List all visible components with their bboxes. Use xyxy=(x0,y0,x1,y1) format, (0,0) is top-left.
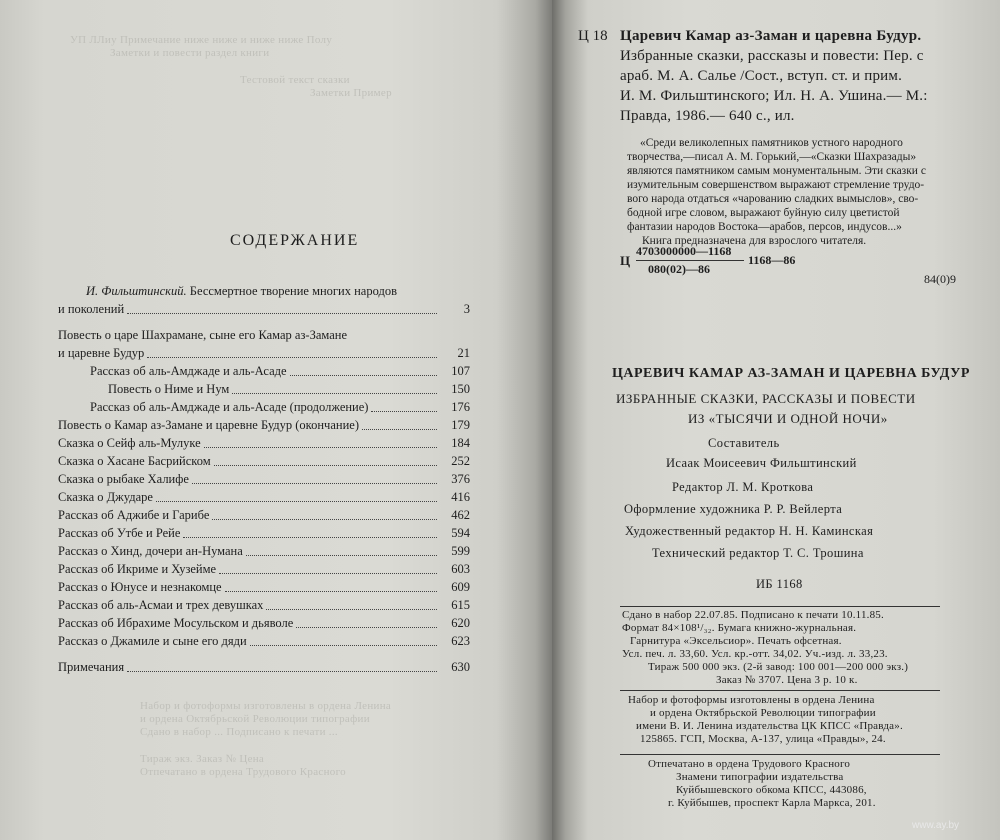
toc-entry[interactable] xyxy=(58,596,470,614)
annotation-line: творчества,—писал А. М. Горький,—«Сказки Шахразады» xyxy=(627,151,917,163)
toc-entry-title: Рассказ об аль-Асмаи и трех девушках xyxy=(58,598,264,612)
toc-entry-title: Сказка о Джударе xyxy=(58,490,153,504)
toc-entry-page: 184 xyxy=(451,436,470,450)
toc-entry-page: 416 xyxy=(451,490,470,504)
toc-entry[interactable] xyxy=(58,506,470,524)
table-of-contents xyxy=(58,282,470,676)
dot-leader xyxy=(204,447,437,448)
toc-entry-page: 252 xyxy=(451,454,470,468)
credit-line: Исаак Моисеевич Фильштинский xyxy=(666,456,857,470)
imprint-line: Знамени типографии издательства xyxy=(676,771,844,783)
toc-entry-page: 615 xyxy=(451,598,470,612)
credit-line: Технический редактор Т. С. Трошина xyxy=(652,546,864,560)
imprint-line: Куйбышевского обкома КПСС, 443086, xyxy=(676,784,867,796)
dot-leader xyxy=(183,537,437,538)
toc-entry-title: Рассказ об Икриме и Хузейме xyxy=(58,562,217,576)
toc-entry-page: 609 xyxy=(451,580,470,594)
imprint-divider xyxy=(620,754,940,755)
price-formula-suffix: 1168—86 xyxy=(748,253,796,267)
annotation-line: вого народа отдаться «чарованию сладких вымыслов», сво- xyxy=(627,193,919,205)
toc-entry[interactable] xyxy=(58,380,470,398)
toc-entry[interactable] xyxy=(58,524,470,542)
dot-leader xyxy=(290,375,437,376)
dot-leader xyxy=(192,483,437,484)
toc-entry[interactable] xyxy=(58,452,470,470)
price-formula-denominator: 080(02)—86 xyxy=(648,262,710,276)
dot-leader xyxy=(212,519,437,520)
dot-leader xyxy=(250,645,437,646)
imprint-divider xyxy=(620,690,940,691)
dot-leader xyxy=(371,411,437,412)
dot-leader xyxy=(266,609,437,610)
annotation-line: Книга предназначена для взрослого читателя. xyxy=(642,235,867,247)
imprint-line: Набор и фотоформы изготовлены в ордена Ленина xyxy=(628,694,875,706)
dot-leader xyxy=(232,393,437,394)
ib-number: ИБ 1168 xyxy=(756,577,803,591)
toc-entry-page: 150 xyxy=(451,382,470,396)
imprint-line: Заказ № 3707. Цена 3 р. 10 к. xyxy=(716,674,858,686)
price-formula-numerator: 4703000000—1168 xyxy=(636,244,732,258)
book-title: ЦАРЕВИЧ КАМАР АЗ-ЗАМАН И ЦАРЕВНА БУДУР xyxy=(612,366,970,381)
imprint-line: Усл. печ. л. 33,60. Усл. кр.-отт. 34,02. Уч.-изд. л. 33,23. xyxy=(622,648,888,660)
dot-leader xyxy=(225,591,437,592)
bib-line: араб. М. А. Салье /Сост., вступ. ст. и прим. xyxy=(620,68,903,84)
imprint-line: Тираж 500 000 экз. (2-й завод: 100 001—200 000 экз.) xyxy=(648,661,909,673)
toc-entry-page: 462 xyxy=(451,508,470,522)
toc-entry[interactable] xyxy=(58,398,470,416)
toc-entry-title: Повесть о Ниме и Нум xyxy=(108,382,230,396)
imprint-line: имени В. И. Ленина издательства ЦК КПСС «Правда». xyxy=(636,720,903,732)
toc-entry-shahraman[interactable]: и царевне Будур 21 xyxy=(58,346,470,360)
toc-entry[interactable] xyxy=(58,542,470,560)
annotation-line: «Среди великолепных памятников устного народного xyxy=(640,137,903,149)
toc-entry[interactable] xyxy=(58,614,470,632)
toc-entry[interactable] xyxy=(58,470,470,488)
imprint-line: Отпечатано в ордена Трудового Красного xyxy=(648,758,851,770)
bib-line: Избранные сказки, рассказы и повести: Пер. с xyxy=(620,48,924,64)
classification-code: Ц 18 xyxy=(578,28,608,44)
toc-entry[interactable] xyxy=(58,488,470,506)
bbk-index: 84(0)9 xyxy=(924,272,956,286)
toc-entry-title: Сказка о рыбаке Халифе xyxy=(58,472,189,486)
imprint-line: Формат 84×108¹/₃₂. Бумага книжно-журнальная. xyxy=(622,622,857,634)
toc-entry-title: Рассказ о Хинд, дочери ан-Нумана xyxy=(58,544,243,558)
credit-line: Художественный редактор Н. Н. Каминская xyxy=(625,524,874,538)
toc-entry-page: 594 xyxy=(451,526,470,540)
toc-entry-title: Рассказ о Джамиле и сыне его дяди xyxy=(58,634,247,648)
toc-entry-title: Рассказ об аль-Амджаде и аль-Асаде xyxy=(90,364,287,378)
imprint-line: г. Куйбышев, проспект Карла Маркса, 201. xyxy=(668,797,876,809)
bib-line: И. М. Фильштинского; Ил. Н. А. Ушина.— М.: xyxy=(620,88,928,104)
toc-entry-title: Рассказ о Юнусе и незнакомце xyxy=(58,580,222,594)
imprint-line: 125865. ГСП, Москва, А-137, улица «Правды», 24. xyxy=(640,733,886,745)
toc-entry[interactable] xyxy=(58,362,470,380)
credit-line: Составитель xyxy=(708,436,780,450)
price-formula-letter: Ц xyxy=(620,253,631,268)
toc-entry-title: Рассказ об аль-Амджаде и аль-Асаде (продолжение) xyxy=(90,400,369,414)
annotation-line: являются памятником самым монументальным. Эти сказки с xyxy=(627,165,926,177)
toc-entry[interactable] xyxy=(58,560,470,578)
watermark: www.ay.by xyxy=(912,820,960,831)
dot-leader xyxy=(296,627,437,628)
dot-leader xyxy=(214,465,437,466)
bib-title: Царевич Камар аз-Заман и царевна Будур. xyxy=(620,28,922,44)
ghost-text-bottom: Набор и фотоформы изготовлены в ордена Ленина и ордена Октябрьской Революции типографии Сдано в набор ... Подписано к печати ... Тираж экз. Заказ № Цена Отпечатано в ордена Трудового Красного xyxy=(140,700,392,778)
credit-line: Оформление художника Р. Р. Вейлерта xyxy=(624,502,843,516)
toc-entry-title: Повесть о Камар аз-Замане и царевне Будур (окончание) xyxy=(58,418,359,432)
toc-entry-title: Рассказ об Утбе и Рейе xyxy=(58,526,181,540)
book-subtitle: ИЗБРАННЫЕ СКАЗКИ, РАССКАЗЫ И ПОВЕСТИ xyxy=(616,391,916,406)
toc-entries-list xyxy=(58,362,470,650)
toc-entry-notes[interactable]: Примечания 630 xyxy=(58,660,470,674)
toc-entry-page: 599 xyxy=(451,544,470,558)
credit-line: Редактор Л. М. Кроткова xyxy=(672,480,814,494)
dot-leader xyxy=(246,555,437,556)
annotation-line: бодной игре словом, выражают буйную силу цветистой xyxy=(627,207,900,219)
toc-entry-page: 623 xyxy=(451,634,470,648)
bib-line: Правда, 1986.— 640 с., ил. xyxy=(620,108,795,124)
toc-entry[interactable] xyxy=(58,632,470,650)
formula-divider xyxy=(636,260,744,261)
imprint-divider xyxy=(620,606,940,607)
toc-entry-shahraman-line1: Повесть о царе Шахрамане, сыне его Камар аз-Замане xyxy=(58,328,347,342)
annotation-line: изумительным совершенством выражают стремление трудо- xyxy=(627,179,925,191)
dot-leader xyxy=(219,573,437,574)
dot-leader xyxy=(156,501,437,502)
toc-entry[interactable] xyxy=(58,416,470,434)
toc-entry-title: Сказка о Хасане Басрийском xyxy=(58,454,211,468)
toc-entry-title: Рассказ об Ибрахиме Мосульском и дьяволе xyxy=(58,616,294,630)
toc-entry-page: 376 xyxy=(451,472,470,486)
toc-entry[interactable] xyxy=(58,578,470,596)
book-subtitle-2: ИЗ «ТЫСЯЧИ И ОДНОЙ НОЧИ» xyxy=(688,411,888,426)
toc-entry-page: 620 xyxy=(451,616,470,630)
toc-entry-page: 107 xyxy=(451,364,470,378)
annotation-line: фантазии народов Востока—арабов, персов, индусов...» xyxy=(627,221,902,233)
toc-entry-intro[interactable]: и поколений 3 xyxy=(58,302,470,316)
toc-entry[interactable] xyxy=(58,434,470,452)
toc-entry-title: Сказка о Сейф аль-Мулуке xyxy=(58,436,201,450)
toc-entry-page: 603 xyxy=(451,562,470,576)
toc-entry-title: Рассказ об Аджибе и Гарибе xyxy=(58,508,210,522)
toc-entry-page: 176 xyxy=(451,400,470,414)
toc-entry-intro-line1: И. Фильштинский. Бессмертное творение многих народов xyxy=(86,284,397,298)
dot-leader xyxy=(362,429,437,430)
imprint-line: и ордена Октябрьской Революции типографии xyxy=(650,707,876,719)
ghost-text-top: УП ЛЛиу Примечание ниже ниже и ниже ниже Полу Заметки и повести раздел книги Тестовой текст сказки Заметки Пример xyxy=(70,34,392,99)
toc-title: СОДЕРЖАНИЕ xyxy=(230,232,360,249)
toc-entry-page: 179 xyxy=(451,418,470,432)
imprint-line: Сдано в набор 22.07.85. Подписано к печати 10.11.85. xyxy=(622,609,884,621)
imprint-line: Гарнитура «Эксельсиор». Печать офсетная. xyxy=(630,635,842,647)
